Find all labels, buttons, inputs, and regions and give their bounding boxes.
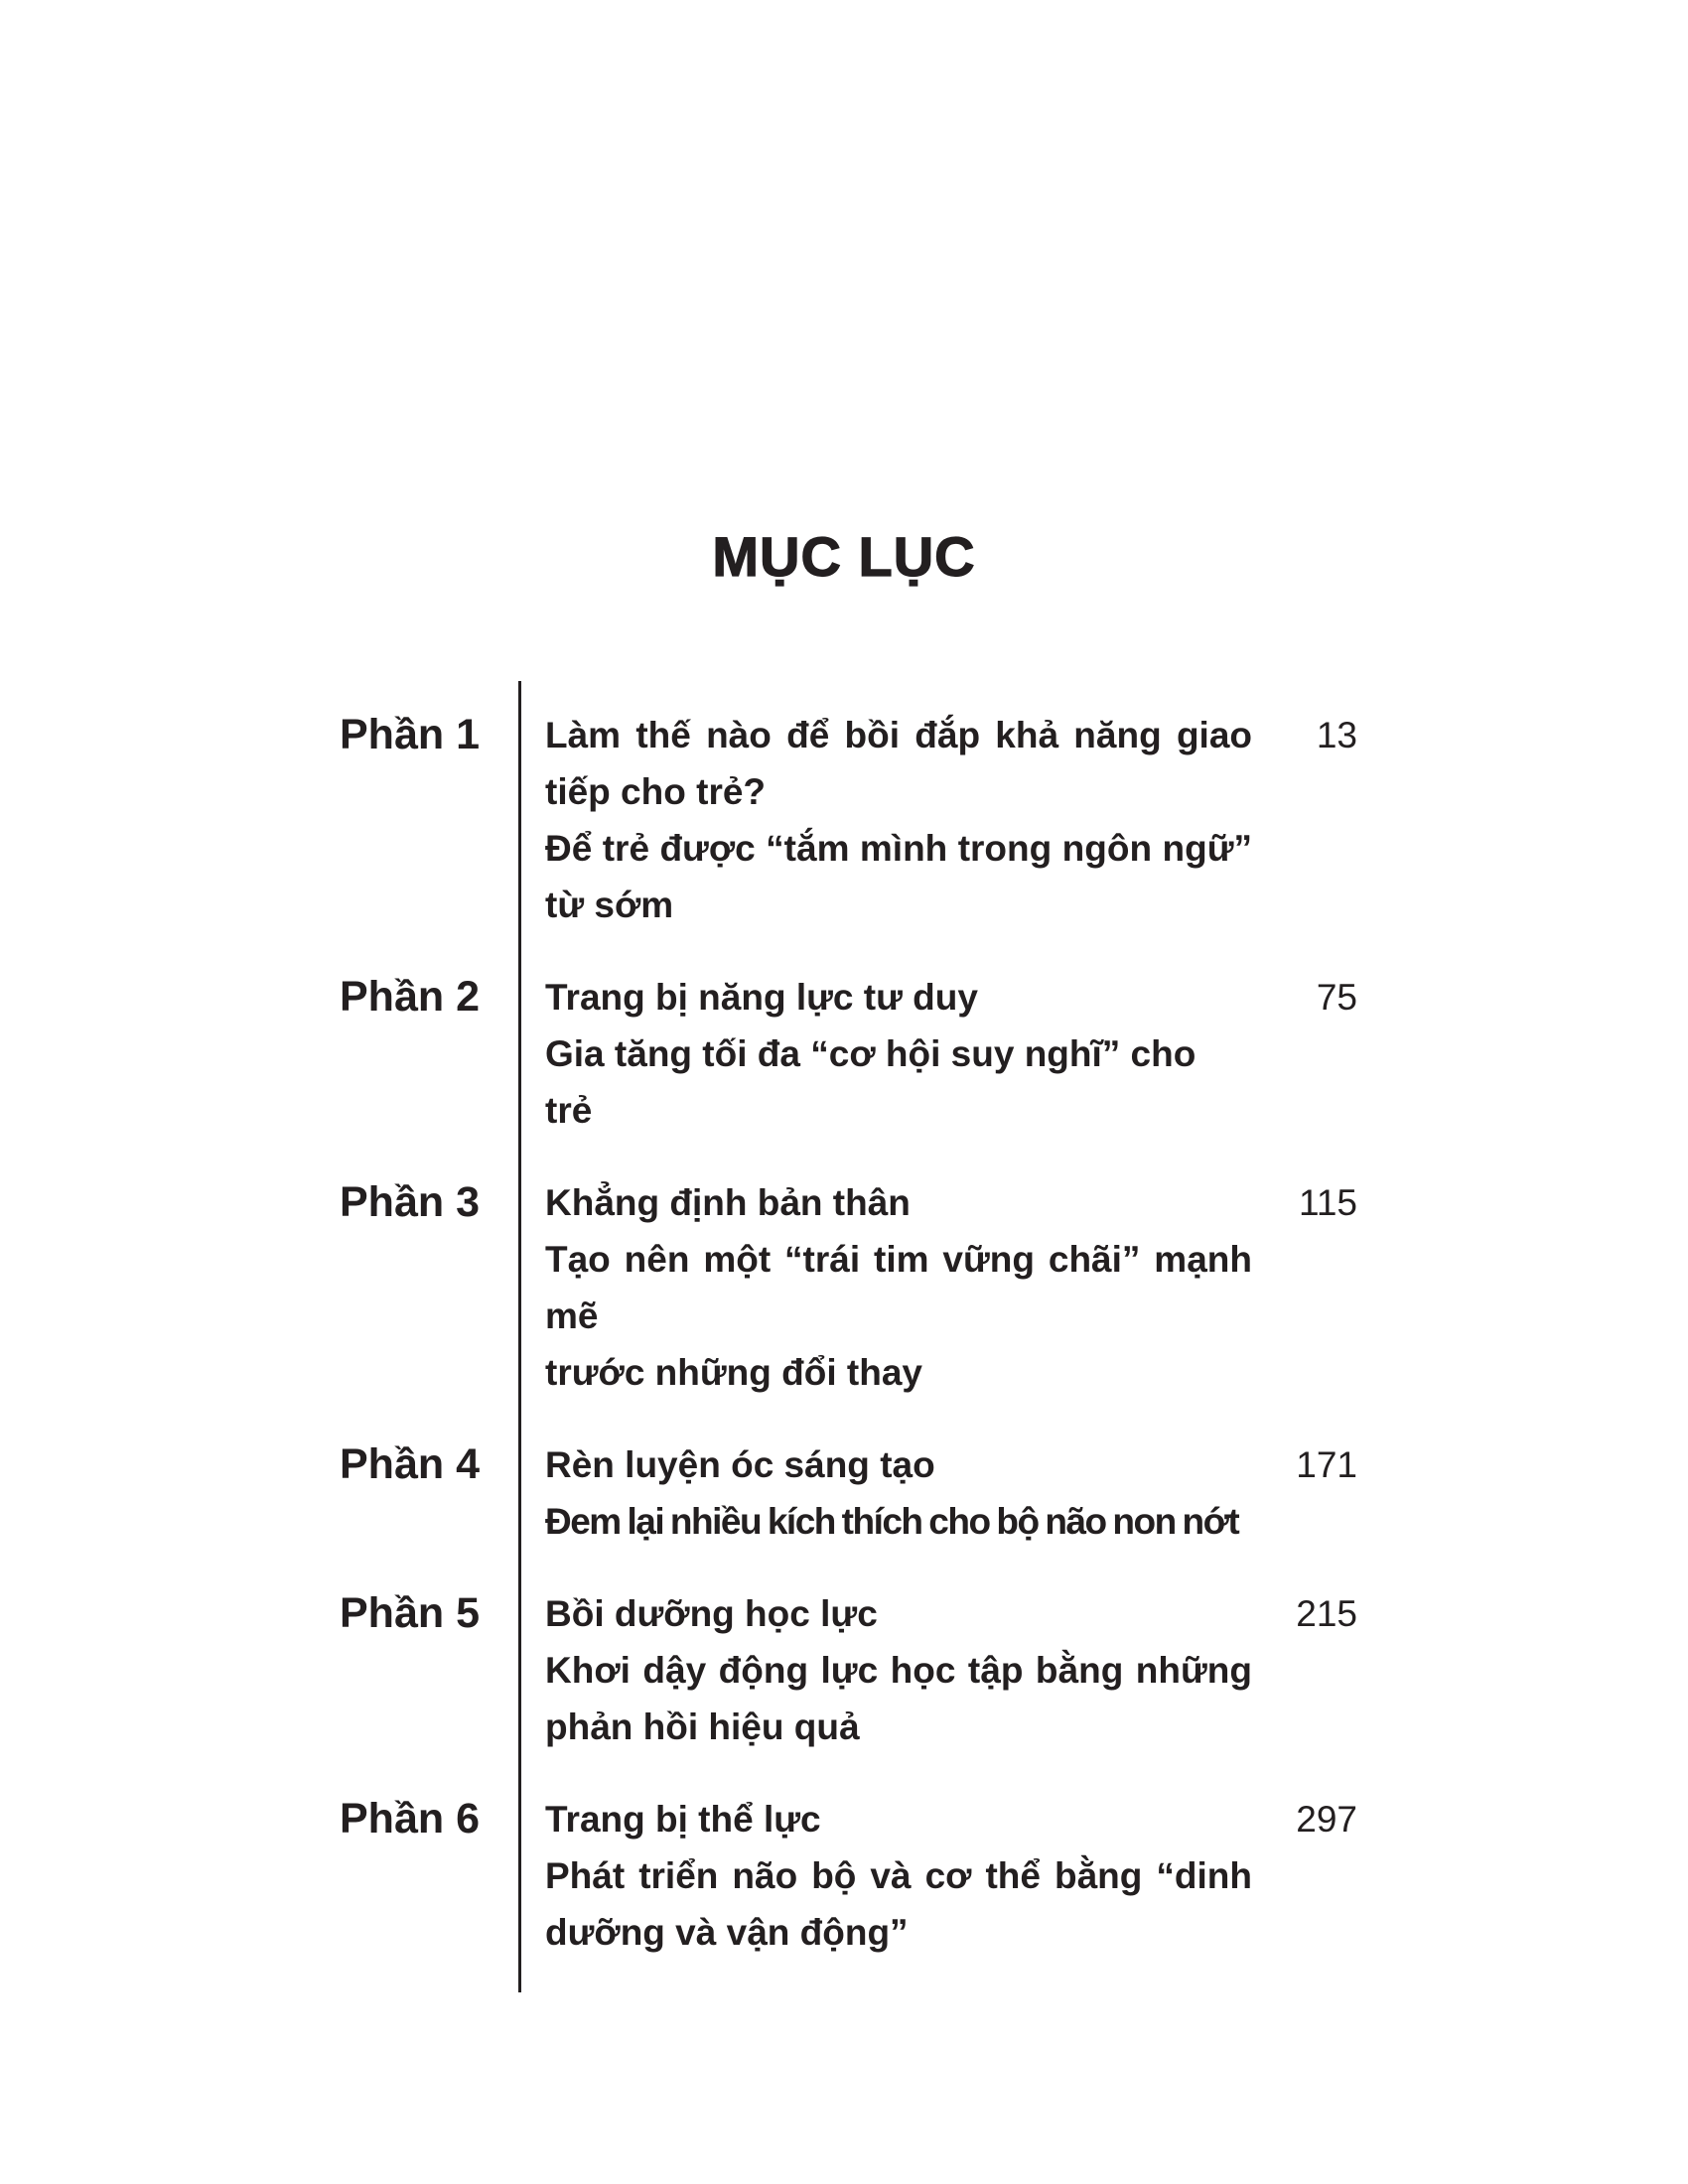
toc-entry-title-line: Đem lại nhiều kích thích cho bộ não non nớt [545, 1501, 1239, 1542]
toc-entry-title-line: Tạo nên một “trái tim vững chãi” mạnh mẽ [545, 1239, 1252, 1336]
toc-entries [340, 707, 1357, 1961]
toc-entry-title-line: từ sớm [545, 885, 674, 925]
toc-entry [340, 1585, 1357, 1755]
toc-entry-title-line: tiếp cho trẻ? [545, 771, 767, 812]
toc-entry-title-line: Để trẻ được “tắm mình trong ngôn ngữ” [545, 828, 1252, 869]
toc-entry [340, 707, 1357, 933]
toc-entry-title-line: trước những đổi thay [545, 1352, 922, 1393]
toc-entry-page-number: 297 [1296, 1799, 1357, 1840]
page-title: MỤC LỤC [712, 524, 976, 588]
toc-entry-lines [545, 1791, 1252, 1961]
toc-list [340, 707, 1357, 1996]
toc-entry-lines [545, 969, 1252, 1139]
toc-entry-lines [545, 1174, 1252, 1401]
toc-entry-title-line: Khơi dậy động lực học tập bằng những [545, 1650, 1252, 1691]
toc-entry-lines [545, 1436, 1252, 1550]
toc-entry-title-line: Rèn luyện óc sáng tạo [545, 1444, 935, 1485]
toc-entry-title-line: Bồi dưỡng học lực [545, 1593, 878, 1634]
toc-entry-title-line: Trang bị năng lực tư duy [545, 977, 978, 1018]
toc-entry-title-line: Phát triển não bộ và cơ thể bằng “dinh [545, 1855, 1252, 1896]
toc-entry-label: Phần 4 [340, 1440, 480, 1488]
toc-entry-label: Phần 5 [340, 1589, 480, 1637]
toc-entry-page-number: 171 [1296, 1444, 1357, 1485]
toc-entry [340, 1174, 1357, 1401]
toc-entry-title-line: Trang bị thể lực [545, 1799, 821, 1840]
toc-entry [340, 1791, 1357, 1961]
toc-entry-label: Phần 2 [340, 973, 480, 1021]
toc-entry-title-line: Làm thế nào để bồi đắp khả năng giao [545, 715, 1252, 755]
toc-entry-page-number: 13 [1316, 715, 1357, 755]
toc-entry-label: Phần 6 [340, 1795, 480, 1843]
toc-entry [340, 1436, 1357, 1550]
toc-divider-line [518, 681, 521, 1992]
toc-entry-lines [545, 707, 1252, 933]
toc-entry-title-line: phản hồi hiệu quả [545, 1706, 860, 1747]
toc-entry-lines [545, 1585, 1252, 1755]
toc-entry-label: Phần 1 [340, 711, 480, 758]
toc-entry-title-line: dưỡng và vận động” [545, 1912, 909, 1953]
toc-entry-page-number: 215 [1296, 1593, 1357, 1634]
toc-entry-title-line: Khẳng định bản thân [545, 1182, 911, 1223]
toc-entry-label: Phần 3 [340, 1178, 480, 1226]
toc-entry-page-number: 75 [1316, 977, 1357, 1018]
toc-entry-page-number: 115 [1299, 1182, 1357, 1223]
toc-entry-title-line: Gia tăng tối đa “cơ hội suy nghĩ” cho trẻ [545, 1033, 1196, 1131]
toc-entry [340, 969, 1357, 1139]
